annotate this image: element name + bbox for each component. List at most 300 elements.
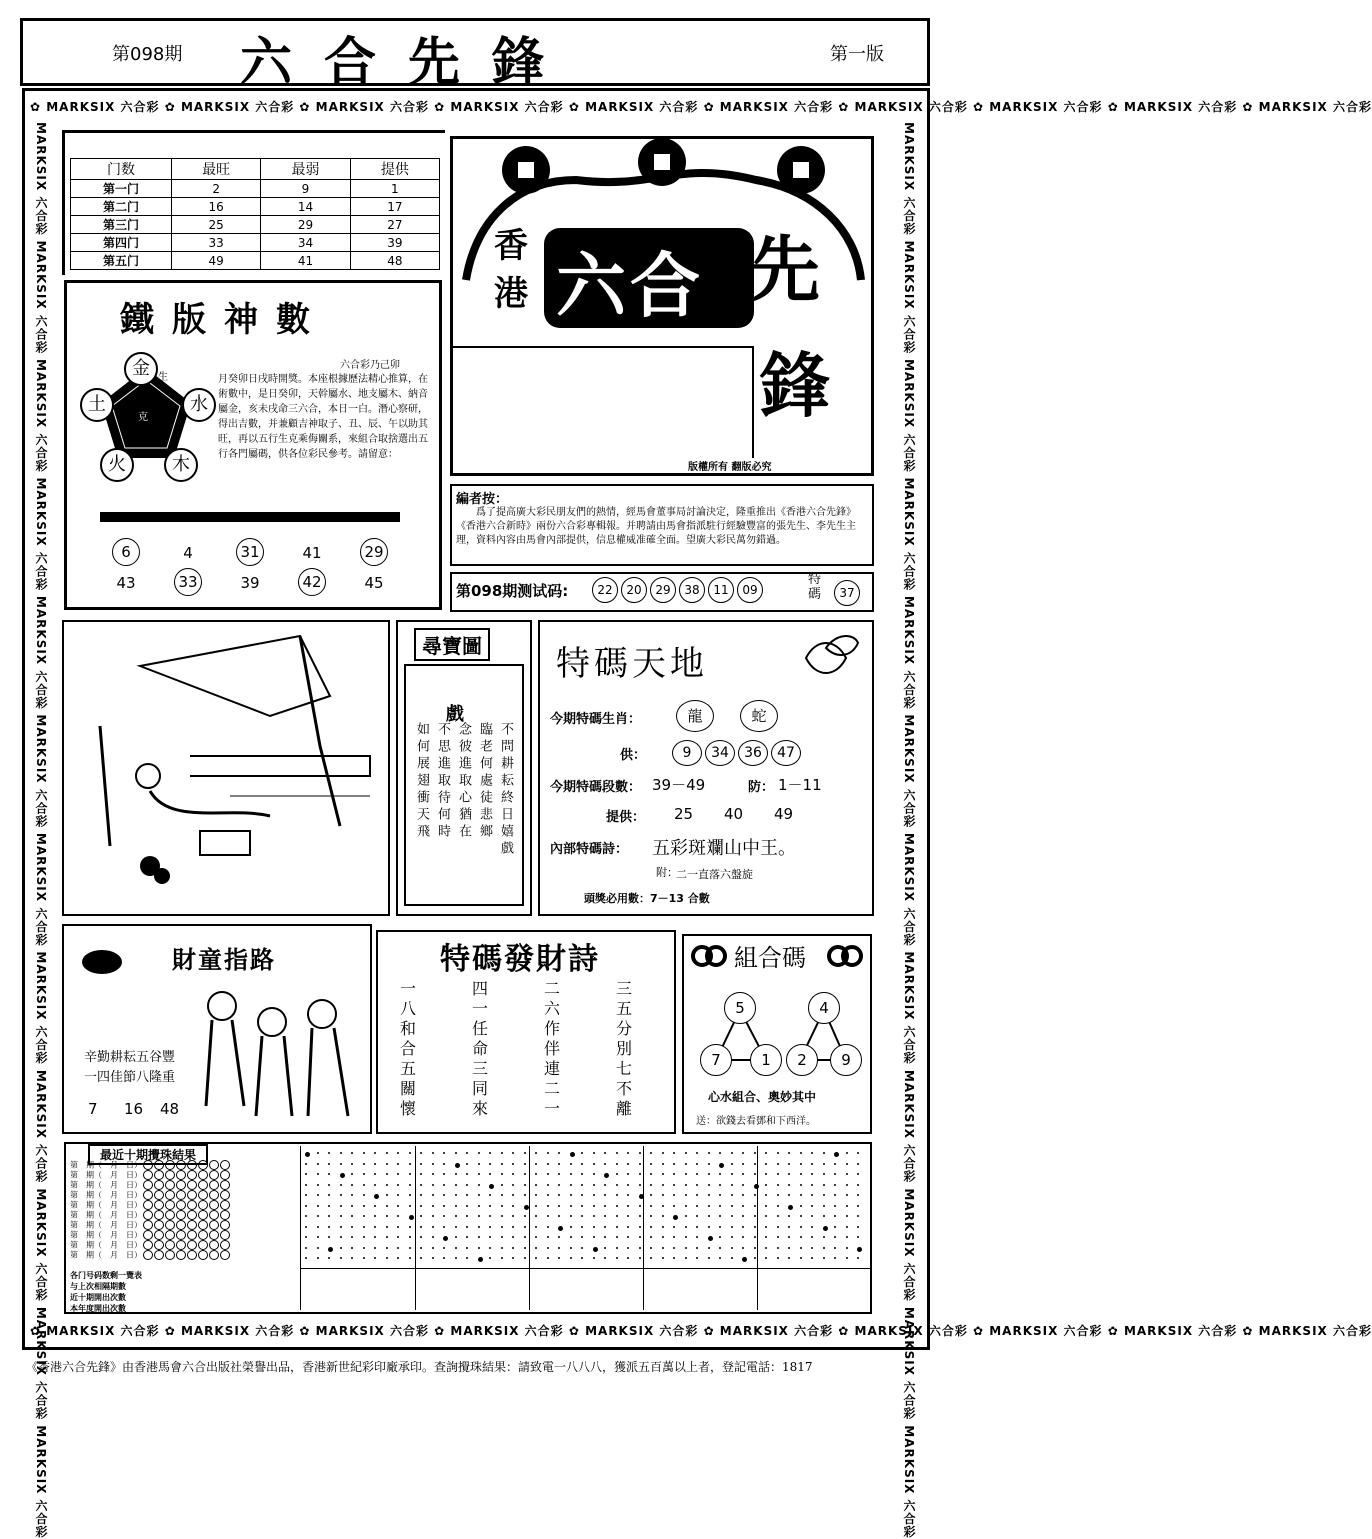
results-grid-dot bbox=[639, 1163, 641, 1165]
results-grid-dot bbox=[317, 1236, 319, 1238]
results-grid-dot bbox=[639, 1247, 641, 1249]
fachai-char: 伴 bbox=[544, 1039, 561, 1058]
fachai-poem bbox=[390, 976, 666, 1126]
results-grid-dot bbox=[811, 1205, 813, 1207]
logo-liuhe-text: 六合 bbox=[556, 244, 704, 327]
results-grid-dot bbox=[524, 1215, 526, 1217]
note-value: 二一直落六盤旋 bbox=[676, 868, 753, 881]
results-grid-dot bbox=[305, 1257, 307, 1259]
results-grid-dot bbox=[489, 1163, 491, 1165]
results-grid-dot bbox=[754, 1226, 756, 1228]
result-ball-slot bbox=[165, 1250, 175, 1260]
results-grid-dot bbox=[328, 1152, 330, 1154]
results-grid-dot bbox=[857, 1163, 859, 1165]
results-grid-dot bbox=[374, 1226, 376, 1228]
results-grid-dot bbox=[846, 1173, 848, 1175]
xunbao-poem bbox=[412, 722, 512, 882]
results-grid-dot bbox=[857, 1173, 859, 1175]
results-grid-dot bbox=[777, 1247, 779, 1249]
results-grid-dot bbox=[581, 1184, 583, 1186]
result-ball-slot bbox=[220, 1160, 230, 1170]
results-grid-dot bbox=[788, 1215, 790, 1217]
zuhe-left-rings-icon bbox=[690, 944, 730, 968]
note-label: 附： bbox=[656, 866, 678, 879]
results-grid-dot bbox=[432, 1152, 434, 1154]
results-grid-dot bbox=[857, 1205, 859, 1207]
results-grid-dot bbox=[581, 1152, 583, 1154]
results-grid-dot bbox=[501, 1247, 503, 1249]
results-grid-dot bbox=[604, 1247, 606, 1249]
results-grid-dot bbox=[466, 1152, 468, 1154]
result-ball-slot bbox=[154, 1160, 164, 1170]
results-grid-dot bbox=[420, 1205, 422, 1207]
results-grid-dot bbox=[696, 1152, 698, 1154]
results-grid-dot bbox=[823, 1184, 825, 1186]
fachai-char: 和 bbox=[400, 1019, 417, 1038]
result-ball-slot bbox=[143, 1220, 153, 1230]
results-grid-dot bbox=[708, 1226, 710, 1228]
results-grid-dot bbox=[340, 1205, 342, 1207]
results-grid-dot bbox=[788, 1163, 790, 1165]
results-grid-dot bbox=[708, 1173, 710, 1175]
notice-body: 爲了提高廣大彩民朋友們的熱情，經馬會董事局討論決定，隆重推出《香港六合先鋒》《香港六合新時》兩份六合彩專輯報。并聘請由馬會指派駐行經驗豐富的張先生、李先生主理，資料內容由馬會內部提供，信息權威准確全面。望廣大彩民萬勿錯過。 bbox=[456, 507, 856, 546]
results-grid-dot bbox=[823, 1215, 825, 1217]
results-grid-dot bbox=[374, 1173, 376, 1175]
results-row bbox=[70, 1200, 300, 1210]
results-grid-dot bbox=[662, 1215, 664, 1217]
results-grid-dot bbox=[593, 1226, 595, 1228]
results-grid-dot bbox=[627, 1257, 629, 1259]
poem-value: 五彩斑斕山中王。 bbox=[652, 838, 796, 859]
results-grid-dot bbox=[328, 1184, 330, 1186]
results-grid-dot bbox=[719, 1226, 721, 1228]
result-ball-slot bbox=[209, 1160, 219, 1170]
zuhe-note: 送：欲錢去看鄧和下西洋。 bbox=[696, 1116, 816, 1127]
result-ball-slot bbox=[165, 1200, 175, 1210]
results-grid-dot bbox=[547, 1152, 549, 1154]
result-ball-slot bbox=[176, 1240, 186, 1250]
results-grid-dot bbox=[685, 1215, 687, 1217]
fachai-char: 連 bbox=[544, 1059, 561, 1078]
results-grid-dot bbox=[788, 1247, 790, 1249]
fachai-char: 二 bbox=[544, 1079, 561, 1098]
results-grid-dot bbox=[489, 1247, 491, 1249]
results-grid-dot bbox=[627, 1152, 629, 1154]
results-grid-dot bbox=[409, 1215, 414, 1220]
results-grid-dot bbox=[731, 1194, 733, 1196]
results-grid-dot bbox=[386, 1205, 388, 1207]
results-grid-divider bbox=[529, 1146, 530, 1310]
results-grid-dot bbox=[570, 1184, 572, 1186]
zuhe-title: 組合碼 bbox=[734, 944, 806, 972]
results-grid-dot bbox=[604, 1257, 606, 1259]
results-grid-dot bbox=[846, 1226, 848, 1228]
results-grid-dot bbox=[489, 1173, 491, 1175]
results-grid-dot bbox=[696, 1163, 698, 1165]
results-grid-dot bbox=[443, 1247, 445, 1249]
result-ball-slot bbox=[154, 1220, 164, 1230]
door-cell-weak: 29 bbox=[261, 216, 350, 234]
results-grid-divider bbox=[757, 1146, 758, 1310]
result-ball-slot bbox=[143, 1170, 153, 1180]
door-cell-weak: 14 bbox=[261, 198, 350, 216]
result-ball-slot bbox=[154, 1180, 164, 1190]
results-grid-dot bbox=[524, 1205, 529, 1210]
zuhe-right-rings-icon bbox=[826, 944, 866, 968]
result-ball-slot bbox=[165, 1160, 175, 1170]
results-grid-dot bbox=[811, 1236, 813, 1238]
result-ball-slot bbox=[209, 1220, 219, 1230]
results-grid-dot bbox=[696, 1194, 698, 1196]
results-row-label: 第 期（ 月 日） bbox=[70, 1210, 142, 1220]
results-grid-dot bbox=[328, 1173, 330, 1175]
results-grid-dot bbox=[742, 1163, 744, 1165]
segment-label: 今期特碼段數： bbox=[550, 780, 642, 795]
results-grid-dot bbox=[466, 1236, 468, 1238]
tieban-divider bbox=[100, 512, 400, 522]
results-grid-dot bbox=[570, 1236, 572, 1238]
results-grid-dot bbox=[340, 1163, 342, 1165]
results-grid-dot bbox=[581, 1205, 583, 1207]
results-grid-dot bbox=[857, 1184, 859, 1186]
results-grid-dot bbox=[742, 1205, 744, 1207]
results-grid-dot bbox=[754, 1205, 756, 1207]
results-grid-dot bbox=[696, 1184, 698, 1186]
results-grid-dot bbox=[512, 1152, 514, 1154]
results-grid-dot bbox=[305, 1152, 310, 1157]
results-grid-dot bbox=[834, 1247, 836, 1249]
results-grid-dot bbox=[489, 1205, 491, 1207]
results-grid-dot bbox=[363, 1236, 365, 1238]
results-grid-dot bbox=[800, 1152, 802, 1154]
results-grid-dot bbox=[478, 1152, 480, 1154]
results-grid-dot bbox=[639, 1205, 641, 1207]
results-grid-dot bbox=[374, 1205, 376, 1207]
results-grid-dot bbox=[846, 1152, 848, 1154]
tieban-row-1 bbox=[112, 540, 412, 570]
results-grid-dot bbox=[547, 1236, 549, 1238]
provide-number: 49 bbox=[774, 805, 794, 823]
door-row bbox=[71, 216, 440, 234]
results-grid-dot bbox=[650, 1152, 652, 1154]
results-grid-dot bbox=[857, 1152, 859, 1154]
result-ball-slot bbox=[198, 1240, 208, 1250]
results-row bbox=[70, 1240, 300, 1250]
results-footer-row: 与上次相隔期數 bbox=[70, 1282, 126, 1291]
result-ball-slot bbox=[143, 1250, 153, 1260]
footer-text: 《香港六合先鋒》由香港馬會六合出版社榮譽出品，香港新世紀彩印廠承印。查詢攪珠結果：請致電一八八八，獲派五百萬以上者，登記電話：1817 bbox=[26, 1360, 813, 1374]
results-grid-dot bbox=[811, 1226, 813, 1228]
results-grid-dot bbox=[420, 1247, 422, 1249]
results-grid-dot bbox=[662, 1194, 664, 1196]
tieban-number: 43 bbox=[116, 574, 136, 592]
results-grid-dot bbox=[420, 1184, 422, 1186]
results-grid-dot bbox=[754, 1152, 756, 1154]
results-grid-dot bbox=[673, 1194, 675, 1196]
results-grid-dot bbox=[673, 1247, 675, 1249]
result-ball-slot bbox=[187, 1190, 197, 1200]
results-grid-dot bbox=[478, 1247, 480, 1249]
results-grid-dot bbox=[351, 1194, 353, 1196]
results-grid-dot bbox=[834, 1163, 836, 1165]
results-grid-dot bbox=[731, 1247, 733, 1249]
results-grid-dot bbox=[432, 1257, 434, 1259]
results-grid-dot bbox=[627, 1205, 629, 1207]
results-grid-dot bbox=[719, 1184, 721, 1186]
results-grid-dot bbox=[455, 1236, 457, 1238]
result-ball-slot bbox=[154, 1190, 164, 1200]
fachai-char: 別 bbox=[616, 1039, 633, 1058]
results-grid-dot bbox=[432, 1226, 434, 1228]
results-grid bbox=[300, 1146, 871, 1310]
results-grid-dot bbox=[501, 1194, 503, 1196]
results-grid-dot bbox=[708, 1257, 710, 1259]
fachai-char: 一 bbox=[544, 1099, 561, 1118]
results-grid-dot bbox=[673, 1236, 675, 1238]
zuhe-bottom-3: 2 bbox=[786, 1044, 818, 1076]
results-grid-dot bbox=[374, 1236, 376, 1238]
results-grid-dot bbox=[800, 1236, 802, 1238]
results-grid-dot bbox=[455, 1215, 457, 1217]
results-grid-dot bbox=[489, 1257, 491, 1259]
results-grid-dot bbox=[351, 1152, 353, 1154]
element-3: 火 bbox=[100, 448, 134, 482]
results-grid-dot bbox=[616, 1257, 618, 1259]
results-row bbox=[70, 1180, 300, 1190]
right-band: MARKSIX 六合彩 MARKSIX 六合彩 MARKSIX 六合彩 MARKSIX 六合彩 MARKSIX 六合彩 MARKSIX 六合彩 MARKSIX 六合彩 MARKSIX 六合彩 MARKSIX 六合彩 MARKSIX 六合彩 MARKSIX 六合彩 MARKSIX 六合彩 bbox=[902, 122, 916, 1539]
results-grid-dot bbox=[673, 1226, 675, 1228]
result-ball-slot bbox=[220, 1220, 230, 1230]
results-row bbox=[70, 1170, 300, 1180]
results-grid-dot bbox=[570, 1194, 572, 1196]
results-grid-dot bbox=[742, 1247, 744, 1249]
results-grid-dot bbox=[696, 1215, 698, 1217]
results-grid-dot bbox=[558, 1236, 560, 1238]
scholar-illustration bbox=[70, 626, 380, 906]
result-ball-slot bbox=[220, 1180, 230, 1190]
results-grid-dot bbox=[719, 1205, 721, 1207]
test-code: 09 bbox=[737, 577, 763, 603]
results-grid-dot bbox=[708, 1236, 713, 1241]
results-row bbox=[70, 1220, 300, 1230]
door-cell-door: 第三门 bbox=[71, 216, 172, 234]
results-grid-dot bbox=[466, 1184, 468, 1186]
result-ball-slot bbox=[220, 1240, 230, 1250]
result-ball-slot bbox=[165, 1180, 175, 1190]
results-grid-dot bbox=[765, 1236, 767, 1238]
tema-offer-label: 供： bbox=[620, 748, 647, 763]
results-grid-dot bbox=[558, 1173, 560, 1175]
results-grid-dot bbox=[800, 1226, 802, 1228]
results-grid-dot bbox=[800, 1215, 802, 1217]
results-grid-dot bbox=[673, 1173, 675, 1175]
fachai-char: 五 bbox=[400, 1059, 417, 1078]
result-ball-slot bbox=[220, 1190, 230, 1200]
copyright-text: 版權所有 翻版必究 bbox=[688, 462, 772, 473]
results-grid-dot bbox=[455, 1247, 457, 1249]
results-grid-dot bbox=[616, 1205, 618, 1207]
results-grid-dot bbox=[742, 1226, 744, 1228]
results-grid-dot bbox=[593, 1215, 595, 1217]
logo-blank-panel bbox=[452, 346, 754, 458]
results-grid-dot bbox=[570, 1205, 572, 1207]
results-grid-dot bbox=[317, 1184, 319, 1186]
results-grid-dot bbox=[811, 1247, 813, 1249]
results-grid-dot bbox=[558, 1215, 560, 1217]
result-ball-slot bbox=[154, 1250, 164, 1260]
results-grid-dot bbox=[754, 1163, 756, 1165]
results-grid-dot bbox=[478, 1226, 480, 1228]
results-grid-dot bbox=[639, 1184, 641, 1186]
results-grid-dot bbox=[696, 1257, 698, 1259]
results-grid-dot bbox=[616, 1226, 618, 1228]
zuhe-bottom-4: 9 bbox=[830, 1044, 862, 1076]
results-grid-dot bbox=[535, 1152, 537, 1154]
results-grid-dot bbox=[524, 1184, 526, 1186]
results-grid-dot bbox=[719, 1236, 721, 1238]
results-grid-dot bbox=[363, 1215, 365, 1217]
result-ball-slot bbox=[209, 1240, 219, 1250]
result-ball-slot bbox=[165, 1190, 175, 1200]
results-grid-dot bbox=[512, 1173, 514, 1175]
results-grid-dot bbox=[501, 1215, 503, 1217]
xunbao-column: 不問耕耘終日嬉戲 bbox=[498, 722, 513, 858]
results-grid-dot bbox=[765, 1247, 767, 1249]
result-ball-slot bbox=[154, 1240, 164, 1250]
results-grid-dot bbox=[512, 1257, 514, 1259]
results-grid-dot bbox=[857, 1194, 859, 1196]
result-ball-slot bbox=[187, 1250, 197, 1260]
results-grid-dot bbox=[685, 1257, 687, 1259]
poem-label: 內部特碼詩： bbox=[550, 842, 629, 857]
result-ball-slot bbox=[187, 1170, 197, 1180]
results-grid-dot bbox=[570, 1247, 572, 1249]
result-ball-slot bbox=[220, 1210, 230, 1220]
results-grid-dot bbox=[535, 1215, 537, 1217]
results-grid-dot bbox=[443, 1226, 445, 1228]
results-grid-dot bbox=[340, 1152, 342, 1154]
results-grid-dot bbox=[397, 1247, 399, 1249]
results-footer-row: 各门号码数剩一覽表 bbox=[70, 1271, 142, 1280]
results-grid-dot bbox=[328, 1163, 330, 1165]
fachai-char: 二 bbox=[544, 979, 561, 998]
results-grid-dot bbox=[834, 1194, 836, 1196]
results-grid-dot bbox=[627, 1215, 629, 1217]
results-grid-dot bbox=[846, 1184, 848, 1186]
results-grid-dot bbox=[616, 1236, 618, 1238]
results-grid-dot bbox=[328, 1226, 330, 1228]
results-grid-dot bbox=[650, 1215, 652, 1217]
results-grid-dot bbox=[570, 1163, 572, 1165]
results-grid-dot bbox=[800, 1247, 802, 1249]
zodiac-snake: 蛇 bbox=[740, 700, 778, 732]
results-grid-dot bbox=[351, 1215, 353, 1217]
results-row-label: 第 期（ 月 日） bbox=[70, 1200, 142, 1210]
results-grid-dot bbox=[386, 1194, 388, 1196]
results-grid-dot bbox=[420, 1236, 422, 1238]
tieban-number: 45 bbox=[364, 574, 384, 592]
door-row bbox=[71, 198, 440, 216]
results-grid-dot bbox=[834, 1215, 836, 1217]
results-grid-dot bbox=[443, 1184, 445, 1186]
results-title: 最近十期攪珠結果 bbox=[88, 1144, 208, 1165]
results-grid-dot bbox=[788, 1257, 790, 1259]
results-grid-dot bbox=[616, 1194, 618, 1196]
results-grid-dot bbox=[386, 1163, 388, 1165]
results-grid-dot bbox=[857, 1247, 862, 1252]
results-grid-dot bbox=[800, 1163, 802, 1165]
results-row-label: 第 期（ 月 日） bbox=[70, 1230, 142, 1240]
results-grid-dot bbox=[581, 1236, 583, 1238]
results-grid-dot bbox=[650, 1247, 652, 1249]
results-grid-dot bbox=[777, 1226, 779, 1228]
results-grid-dot bbox=[800, 1194, 802, 1196]
results-grid-dot bbox=[834, 1173, 836, 1175]
result-ball-slot bbox=[198, 1170, 208, 1180]
results-grid-dot bbox=[501, 1226, 503, 1228]
results-grid-dot bbox=[535, 1205, 537, 1207]
results-grid-dot bbox=[397, 1215, 399, 1217]
results-grid-dot bbox=[834, 1152, 839, 1157]
result-ball-slot bbox=[187, 1160, 197, 1170]
results-grid-dot bbox=[823, 1247, 825, 1249]
caitong-number: 16 bbox=[124, 1100, 144, 1118]
results-grid-dot bbox=[581, 1194, 583, 1196]
results-grid-dot bbox=[593, 1173, 595, 1175]
results-grid-dot bbox=[823, 1163, 825, 1165]
results-grid-dot bbox=[593, 1236, 595, 1238]
result-ball-slot bbox=[176, 1170, 186, 1180]
results-grid-dot bbox=[765, 1184, 767, 1186]
results-grid-dot bbox=[777, 1184, 779, 1186]
results-grid-dot bbox=[650, 1194, 652, 1196]
results-grid-dot bbox=[662, 1173, 664, 1175]
results-grid-dot bbox=[340, 1226, 342, 1228]
tieban-number: 29 bbox=[360, 538, 388, 566]
results-grid-dot bbox=[616, 1215, 618, 1217]
results-grid-dot bbox=[673, 1163, 675, 1165]
results-grid-dot bbox=[409, 1236, 411, 1238]
results-grid-dot bbox=[512, 1163, 514, 1165]
door-cell-door: 第一门 bbox=[71, 180, 172, 198]
results-grid-dot bbox=[409, 1173, 411, 1175]
results-grid-dot bbox=[397, 1152, 399, 1154]
results-grid-dot bbox=[811, 1152, 813, 1154]
door-cell-weak: 41 bbox=[261, 252, 350, 270]
results-grid-dot bbox=[685, 1226, 687, 1228]
result-ball-slot bbox=[165, 1210, 175, 1220]
results-grid-dot bbox=[754, 1173, 756, 1175]
caitong-number: 48 bbox=[160, 1100, 180, 1118]
results-grid-dot bbox=[317, 1194, 319, 1196]
caitong-number: 7 bbox=[88, 1100, 98, 1118]
tema-offer-number: 9 bbox=[672, 740, 702, 766]
result-ball-slot bbox=[154, 1210, 164, 1220]
results-grid-dot bbox=[811, 1257, 813, 1259]
results-grid-dot bbox=[731, 1152, 733, 1154]
tieban-number: 33 bbox=[174, 568, 202, 596]
result-ball-slot bbox=[143, 1180, 153, 1190]
results-grid-dot bbox=[846, 1205, 848, 1207]
fachai-char: 合 bbox=[400, 1039, 417, 1058]
fachai-char: 一 bbox=[400, 979, 417, 998]
result-ball-slot bbox=[165, 1230, 175, 1240]
results-grid-dot bbox=[627, 1173, 629, 1175]
results-grid-dot bbox=[708, 1215, 710, 1217]
results-grid-dot bbox=[581, 1215, 583, 1217]
results-grid-dot bbox=[754, 1184, 759, 1189]
xunbao-column: 念彼進取心猶在 bbox=[456, 722, 471, 841]
